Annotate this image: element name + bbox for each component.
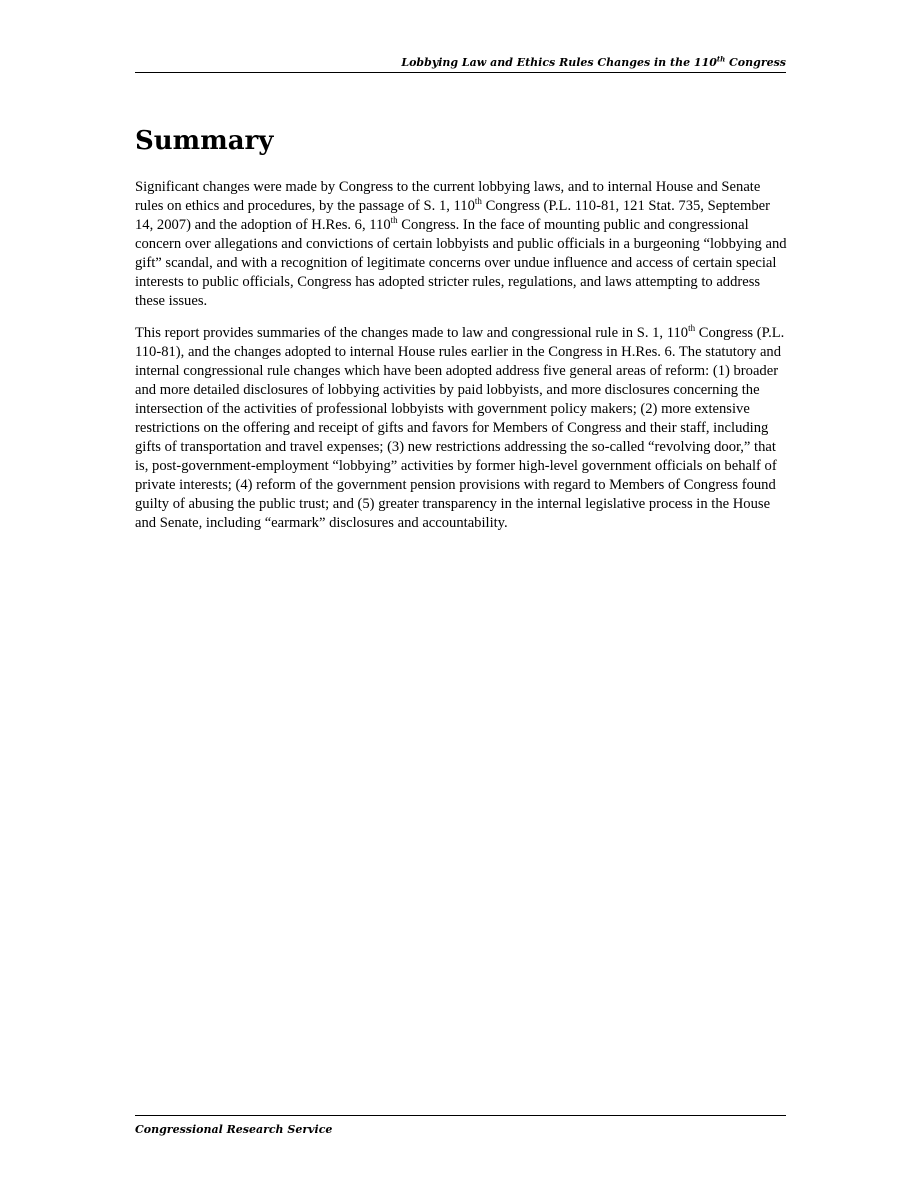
running-header-superscript: th [716,54,726,64]
paragraph-2-text-a: This report provides summaries of the changes made to law and congressional rule in S. 1, 110 [135,325,689,341]
footer-organization: Congressional Research Service [135,1123,333,1136]
page-footer [135,1115,786,1137]
summary-paragraph-2 [135,324,787,533]
paragraph-1-superscript-b: th [390,215,398,226]
paragraph-2-text-b: Congress (P.L. 110-81), and the changes adopted to internal House rules earlier in the Congress in H.Res. 6. The statutory and internal congressional rule changes which have been adopted address five general areas of reform: (1) broader and more detailed disclosures of lobbying activities by paid lobbyists, and more disclosures concerning the intersection of the activities of professional lobbyists with government policy makers; (2) more extensive restrictions on the offering and receipt of gifts and favors for Members of Congress and their staff, including gifts of transportation and travel expenses; (3) new restrictions addressing the so-called “revolving door,” that is, post-government-employment “lobbying” activities by former high-level government officials on behalf of private interests; (4) reform of the government pension provisions with regard to Members of Congress found guilty of abusing the public trust; and (5) greater transparency in the internal legislative process in the House and Senate, including “earmark” disclosures and accountability. [135,325,785,531]
paragraph-1-text-c: Congress. In the face of mounting public and congressional concern over allegations and convictions of certain lobbyists and public officials in a burgeoning “lobbying and gift” scandal, and with a recognition of legitimate concerns over undue influence and access of certain special interests to public officials, Congress has adopted stricter rules, regulations, and laws attempting to address these issues. [135,217,787,309]
paragraph-1-text-a: Significant changes were made by Congress to the current lobbying laws, and to internal House and Senate rules on ethics and procedures, by the passage of S. 1, 110 [135,179,761,214]
running-header-title: Lobbying Law and Ethics Rules Changes in the 110 [401,56,717,69]
summary-paragraph-1 [135,178,787,311]
paragraph-2-superscript-a: th [688,323,696,334]
paragraph-1-text-b: Congress (P.L. 110-81, 121 Stat. 735, September 14, 2007) and the adoption of H.Res. 6, 110 [135,198,770,233]
running-header [135,56,786,73]
summary-heading: Summary [135,126,274,156]
summary-body [135,178,787,546]
paragraph-1-superscript-a: th [474,196,482,207]
running-header-title-end: Congress [725,56,786,69]
